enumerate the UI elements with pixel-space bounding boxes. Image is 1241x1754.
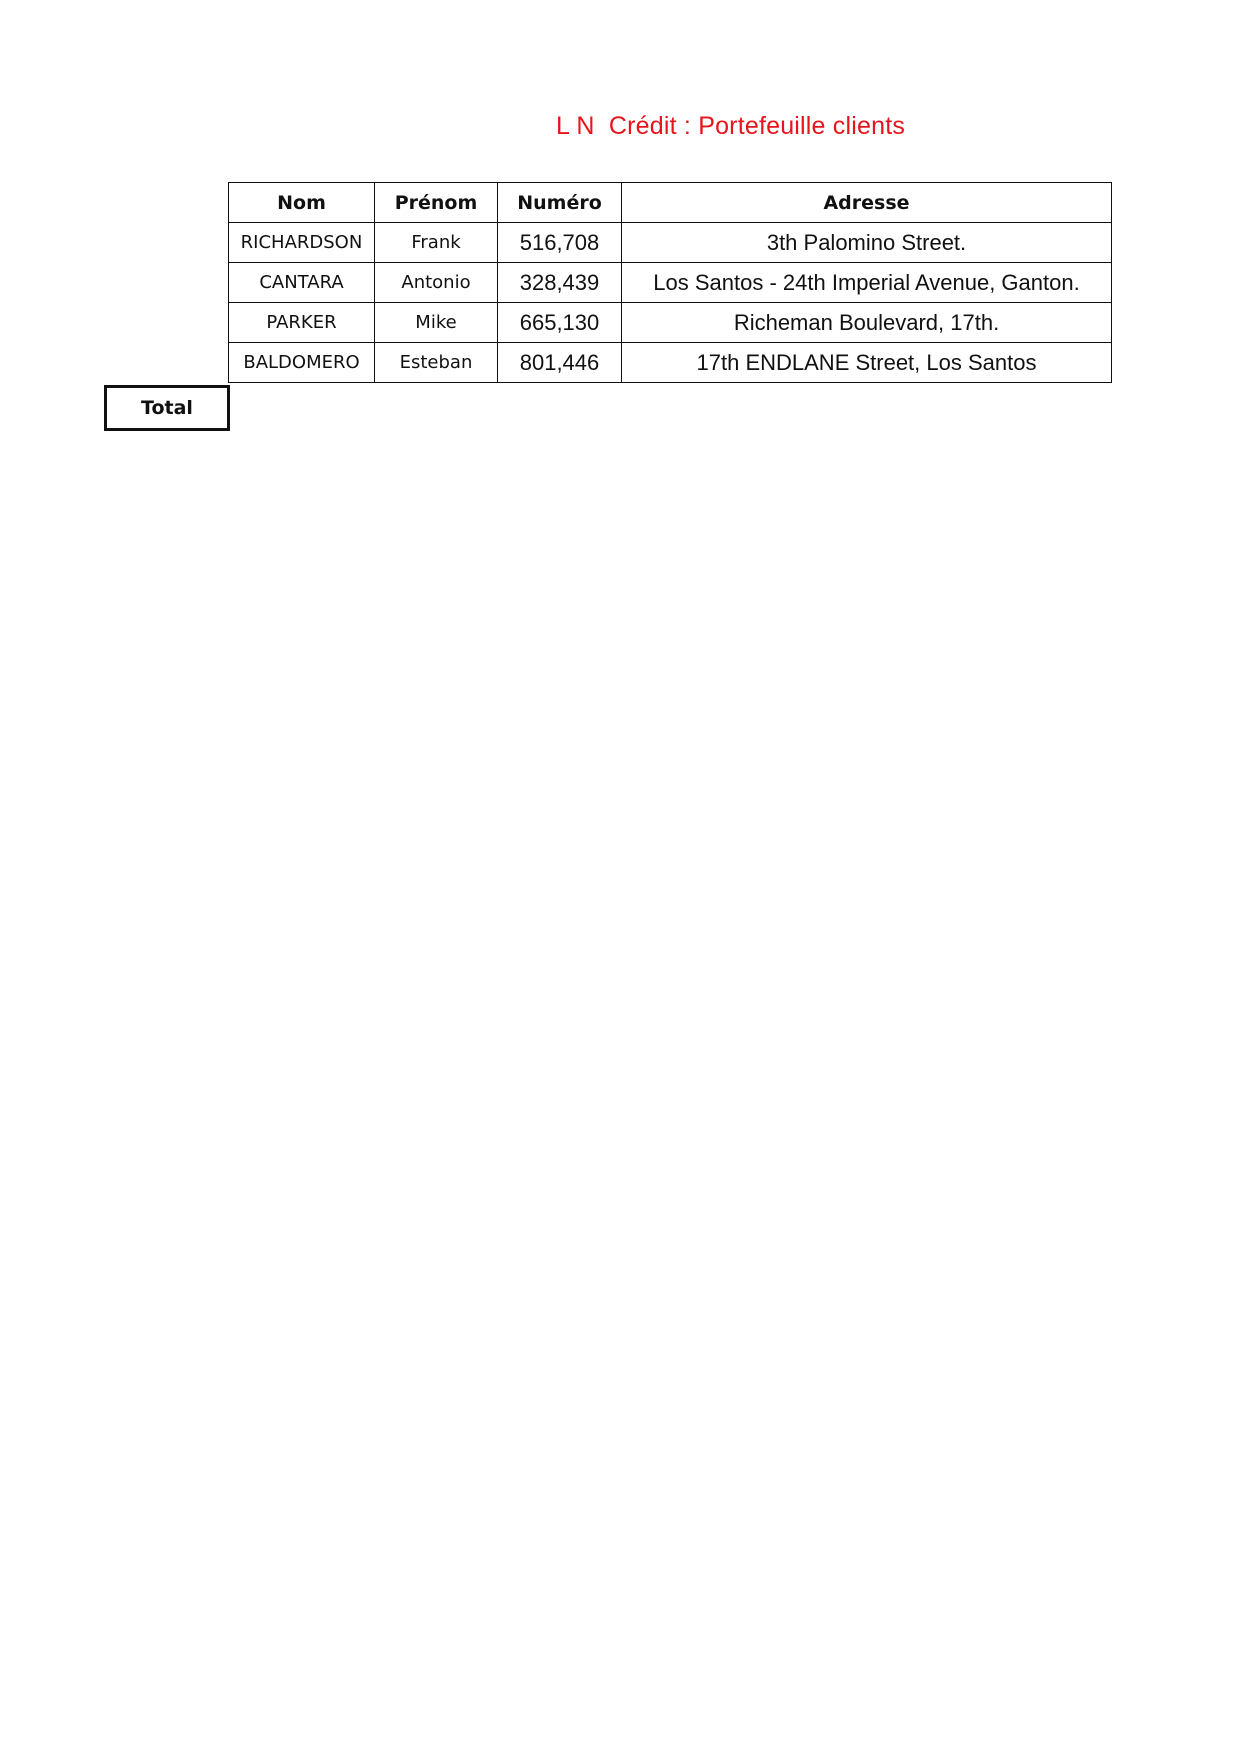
cell-numero: 665,130: [498, 303, 622, 343]
header-adresse: Adresse: [622, 183, 1112, 223]
cell-nom: RICHARDSON: [229, 223, 375, 263]
cell-nom: CANTARA: [229, 263, 375, 303]
table-row: [229, 343, 1112, 383]
cell-prenom: Esteban: [375, 343, 498, 383]
cell-adresse: Richeman Boulevard, 17th.: [622, 303, 1112, 343]
total-label: Total: [104, 385, 230, 431]
page-title: L N Crédit : Portefeuille clients: [556, 112, 906, 140]
cell-adresse: 3th Palomino Street.: [622, 223, 1112, 263]
table-row: [229, 263, 1112, 303]
clients-table: [228, 182, 1112, 383]
cell-adresse: Los Santos - 24th Imperial Avenue, Ganton.: [622, 263, 1112, 303]
header-nom: Nom: [229, 183, 375, 223]
header-numero: Numéro: [498, 183, 622, 223]
cell-nom: PARKER: [229, 303, 375, 343]
cell-adresse: 17th ENDLANE Street, Los Santos: [622, 343, 1112, 383]
cell-prenom: Mike: [375, 303, 498, 343]
cell-numero: 516,708: [498, 223, 622, 263]
cell-prenom: Antonio: [375, 263, 498, 303]
cell-nom: BALDOMERO: [229, 343, 375, 383]
table-header-row: [229, 183, 1112, 223]
cell-numero: 328,439: [498, 263, 622, 303]
table-row: [229, 303, 1112, 343]
header-prenom: Prénom: [375, 183, 498, 223]
cell-prenom: Frank: [375, 223, 498, 263]
table-row: [229, 223, 1112, 263]
cell-numero: 801,446: [498, 343, 622, 383]
